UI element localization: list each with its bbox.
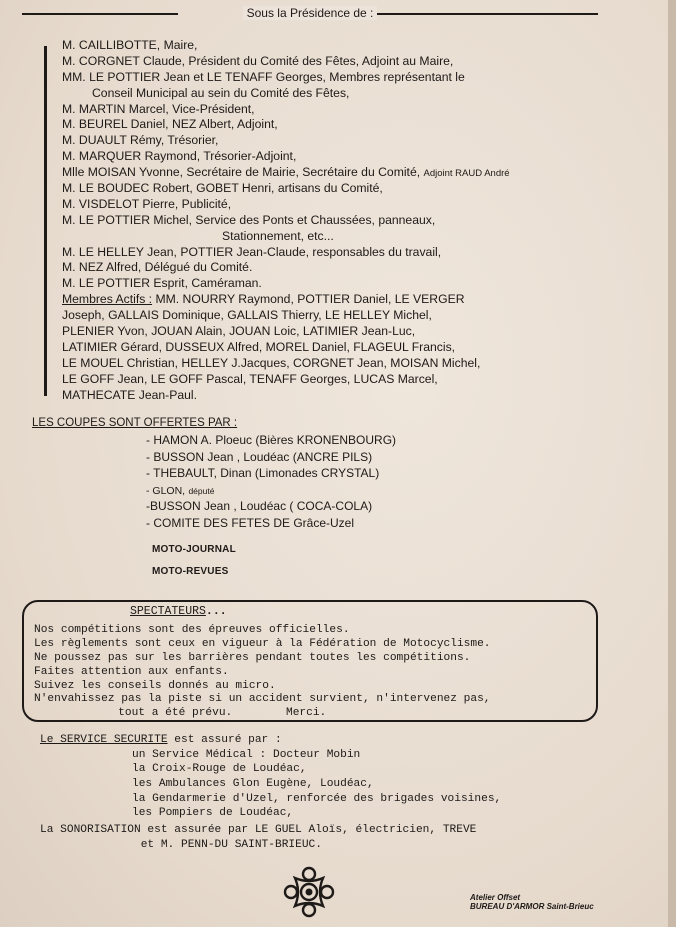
coupe-item: - COMITE DES FETES DE Grâce-Uzel xyxy=(146,515,355,530)
securite-line: un Service Médical : Docteur Mobin xyxy=(132,748,361,761)
press-moto-journal: MOTO-JOURNAL xyxy=(152,544,236,555)
adjoint-note: Adjoint RAUD André xyxy=(423,168,510,180)
committee-line: M. BEUREL Daniel, NEZ Albert, Adjoint, xyxy=(62,117,278,132)
securite-heading xyxy=(40,733,501,748)
printer-line1: Atelier Offset xyxy=(470,893,521,902)
actifs-line: Joseph, GALLAIS Dominique, GALLAIS Thierry, LE HELLEY Michel, xyxy=(62,308,432,323)
committee-line: M. VISDELOT Pierre, Publicité, xyxy=(62,196,232,211)
page-edge xyxy=(668,0,676,927)
committee-line: Stationnement, etc... xyxy=(222,228,334,243)
committee-line xyxy=(62,165,652,181)
committee-line: M. NEZ Alfred, Délégué du Comité. xyxy=(62,260,253,275)
coupe-item xyxy=(146,482,396,499)
securite-line: la Croix-Rouge de Loudéac, xyxy=(132,763,307,776)
committee-line: Conseil Municipal au sein du Comité des Fêtes, xyxy=(92,85,350,100)
actifs-line: LE GOFF Jean, LE GOFF Pascal, TENAFF Georges, LUCAS Marcel, xyxy=(62,371,438,386)
actifs-line: PLENIER Yvon, JOUAN Alain, JOUAN Loic, LATIMIER Jean-Luc, xyxy=(62,324,416,339)
securite-line: la Gendarmerie d'Uzel, renforcée des brigades voisines, xyxy=(132,792,502,805)
printer-credit xyxy=(470,893,594,911)
glon-name: - GLON, xyxy=(146,484,186,497)
spectateurs-line: Ne poussez pas sur les barrières pendant toutes les compétitions. xyxy=(34,651,471,664)
coupe-item: -BUSSON Jean , Loudéac ( COCA-COLA) xyxy=(146,499,373,514)
coupe-item: - BUSSON Jean , Loudéac (ANCRE PILS) xyxy=(146,449,373,464)
actifs-line: LE MOUEL Christian, HELLEY J.Jacques, CORGNET Jean, MOISAN Michel, xyxy=(62,355,481,370)
glon-title: député xyxy=(188,485,215,496)
committee-line: M. LE POTTIER Esprit, Caméraman. xyxy=(62,276,262,291)
committee-line: MM. LE POTTIER Jean et LE TENAFF Georges, Membres représentant le xyxy=(62,69,465,84)
sonorisation-line: La SONORISATION est assurée par LE GUEL Aloïs, électricien, TREVE xyxy=(40,824,477,836)
sonorisation-section xyxy=(40,823,476,852)
header-title-text: Sous la Présidence de : xyxy=(243,6,378,20)
actifs-label: Membres Actifs : xyxy=(62,292,153,307)
spectateurs-line: Faites attention aux enfants. xyxy=(34,665,229,678)
securite-section xyxy=(40,733,501,821)
coupes-list xyxy=(146,432,396,532)
securite-suffix: est assuré par : xyxy=(167,734,282,746)
spectateurs-line: tout a été prévu. Merci. xyxy=(98,707,327,720)
header-title xyxy=(22,6,598,20)
committee-line: M. CORGNET Claude, Président du Comité des Fêtes, Adjoint au Maire, xyxy=(62,53,454,68)
committee-line: M. DUAULT Rémy, Trésorier, xyxy=(62,133,219,148)
committee-line: M. LE POTTIER Michel, Service des Ponts et Chaussées, panneaux, xyxy=(62,212,436,227)
spectateurs-title xyxy=(130,605,227,618)
spectateurs-line: Nos compétitions sont des épreuves officielles. xyxy=(34,624,350,636)
committee-line: M. LE BOUDEC Robert, GOBET Henri, artisans du Comité, xyxy=(62,181,383,196)
committee-list xyxy=(62,38,652,403)
spectateurs-title-suffix: ... xyxy=(205,605,227,618)
committee-vertical-bar xyxy=(44,46,47,396)
securite-line: les Ambulances Glon Eugène, Loudéac, xyxy=(132,778,374,791)
presidence-header xyxy=(22,6,598,22)
actifs-line: LATIMIER Gérard, DUSSEUX Alfred, MOREL Daniel, FLAGEUL Francis, xyxy=(62,339,456,354)
actifs-line xyxy=(62,292,652,308)
press-moto-revues: MOTO-REVUES xyxy=(152,566,229,577)
spectateurs-line: N'envahissez pas la piste si un accident survient, n'intervenez pas, xyxy=(34,693,491,706)
spectateurs-line: Les règlements sont ceux en vigueur à la Fédération de Motocyclisme. xyxy=(34,637,491,650)
actifs-line: MATHECATE Jean-Paul. xyxy=(62,387,198,402)
spectateurs-line: Suivez les conseils donnés au micro. xyxy=(34,679,276,692)
committee-line: M. LE HELLEY Jean, POTTIER Jean-Claude, responsables du travail, xyxy=(62,244,442,259)
committee-line: M. CAILLIBOTTE, Maire, xyxy=(62,38,198,52)
coupe-item: - HAMON A. Ploeuc (Bières KRONENBOURG) xyxy=(146,433,397,447)
sonorisation-line: et M. PENN-DU SAINT-BRIEUC. xyxy=(40,838,322,851)
printer-line2: BUREAU D'ARMOR Saint-Brieuc xyxy=(470,902,594,911)
ornament-icon xyxy=(283,866,335,918)
committee-line: M. MARQUER Raymond, Trésorier-Adjoint, xyxy=(62,149,297,164)
actifs-first: MM. NOURRY Raymond, POTTIER Daniel, LE VERGER xyxy=(155,292,465,307)
secretary-text: Mlle MOISAN Yvonne, Secrétaire de Mairie, Secrétaire du Comité, xyxy=(62,165,421,180)
securite-label: Le SERVICE SECURITE xyxy=(40,734,168,746)
securite-line: les Pompiers de Loudéac, xyxy=(132,807,294,820)
coupes-title: LES COUPES SONT OFFERTES PAR : xyxy=(32,417,238,429)
spectateurs-title-text: SPECTATEURS xyxy=(130,605,206,618)
coupe-item: - THEBAULT, Dinan (Limonades CRYSTAL) xyxy=(146,466,380,481)
spectateurs-body xyxy=(34,624,491,721)
committee-line: M. MARTIN Marcel, Vice-Président, xyxy=(62,101,255,116)
